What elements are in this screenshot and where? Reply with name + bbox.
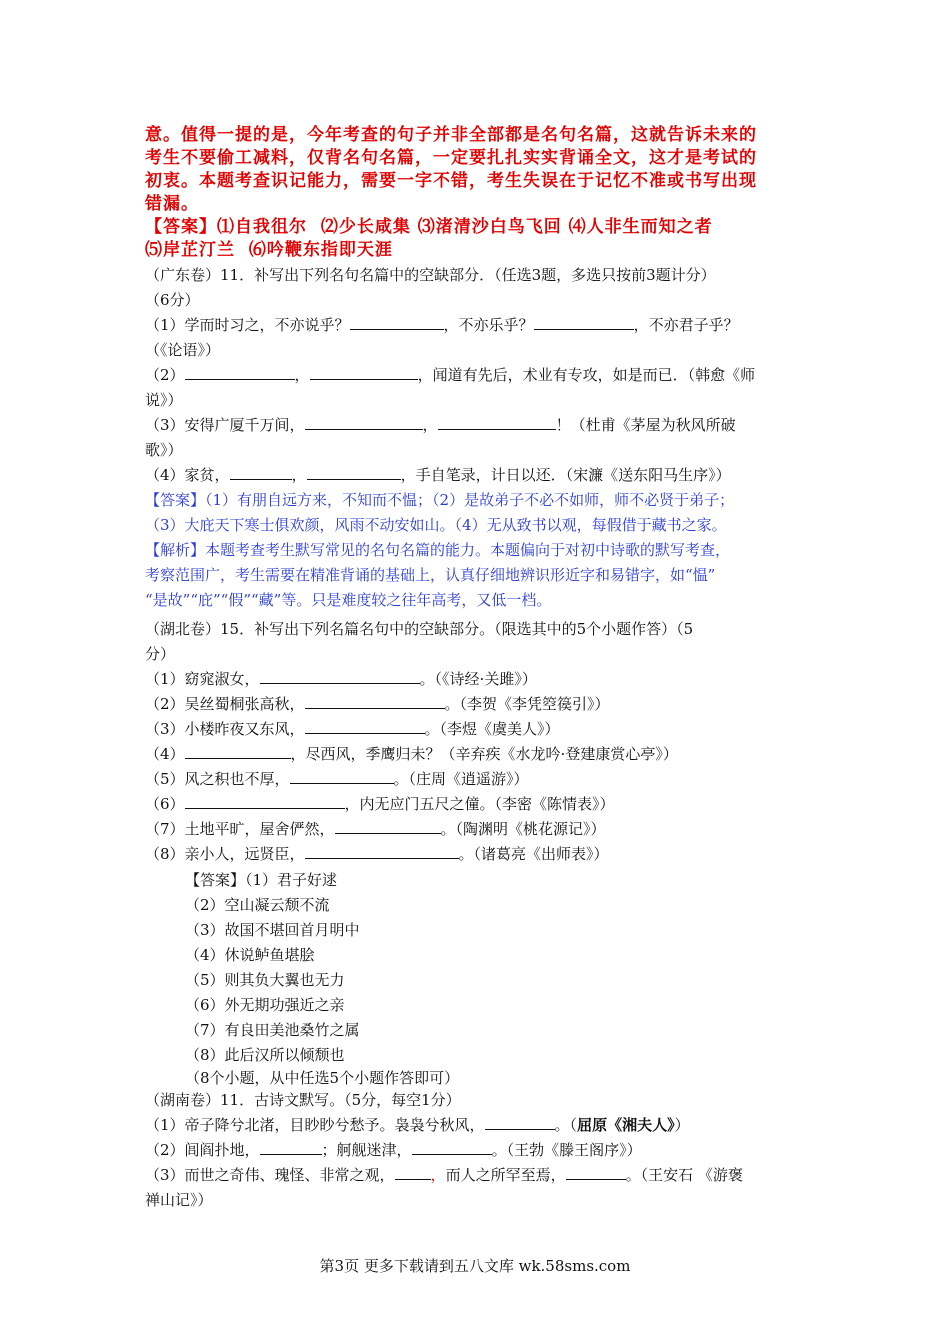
answer-list	[145, 868, 813, 1088]
guangdong-section	[145, 263, 813, 613]
question-heading: （广东卷）11．补写出下列名句名篇中的空缺部分．（任选3题，多选只按前3题计分）	[145, 266, 716, 284]
answer-blank	[185, 744, 291, 759]
answer-blank	[185, 794, 345, 809]
hubei-section	[145, 617, 813, 1088]
answer-blank	[438, 415, 556, 430]
analysis-line: 意。值得一提的是，今年考查的句子并非全部都是名句名篇，这就告诉未来的	[145, 125, 757, 145]
question-item: （1）学而时习之，不亦说乎？ ，不亦乐乎？ ，不亦君子乎？	[145, 316, 739, 334]
answer-blank	[305, 719, 425, 734]
question-item: （5）风之积也不厚， 。（庄周《逍遥游》）	[145, 770, 529, 788]
answer-blank	[305, 694, 445, 709]
explanation-line: 考察范围广，考生需要在精准背诵的基础上，认真仔细地辨识形近字和易错字，如“愠”	[145, 566, 716, 584]
question-item: （2） ， ，闻道有先后，术业有专攻，如是而已．（韩愈《师	[145, 366, 756, 384]
question-item: （7）土地平旷，屋舍俨然， 。（陶渊明《桃花源记》）	[145, 820, 606, 838]
question-source: 说》）	[145, 391, 183, 409]
question-item: （2）闾阎扑地， ；舸舰迷津， 。（王勃《滕王阁序》）	[145, 1141, 642, 1159]
explanation-line: “是故”“庇”“假”“藏”等。只是难度较之往年高考，又低一档。	[145, 591, 552, 609]
question-score: （6分）	[145, 291, 200, 309]
question-source: （《论语》）	[145, 341, 221, 359]
question-item: （4）家贫， ， ，手自笔录，计日以还．（宋濂《送东阳马生序》）	[145, 466, 731, 484]
answer-line: （7）有良田美池桑竹之属	[185, 1021, 360, 1039]
question-heading: （湖南卷）11．古诗文默写。（5分，每空1分）	[145, 1091, 461, 1109]
question-score: 分）	[145, 645, 176, 663]
answer-blank	[412, 1140, 492, 1155]
answer-line: （6）外无期功强近之亲	[185, 996, 345, 1014]
analysis-line: 考生不要偷工减料，仅背名句名篇，一定要扎扎实实背诵全文，这才是考试的	[145, 148, 757, 168]
question-item: （6） ，内无应门五尺之僮。（李密《陈情表》）	[145, 795, 615, 813]
question-item: （3）而世之奇伟、瑰怪、非常之观， ，而人之所罕至焉， 。（王安石 《游褒	[145, 1166, 743, 1184]
answer-line: （4）休说鲈鱼堪脍	[185, 946, 315, 964]
answer-blank	[395, 1165, 431, 1180]
document-body	[145, 124, 813, 1213]
question-item: （1）窈窕淑女， 。（《诗经·关雎》）	[145, 670, 537, 688]
question-source: 禅山记》）	[145, 1191, 213, 1209]
answer-blank	[534, 315, 634, 330]
question-item: （3）安得广厦千万间， ， ！（杜甫《茅屋为秋风所破	[145, 416, 736, 434]
answer-line: 【答案】⑴自我徂尔 ⑵少长咸集 ⑶渚清沙白鸟飞回 ⑷人非生而知之者	[145, 217, 713, 237]
analysis-paragraph	[145, 124, 813, 262]
answer-blank	[290, 769, 394, 784]
answer-blank	[230, 465, 292, 480]
page-footer: 第3页 更多下载请到五八文库 wk.58sms.com	[319, 1257, 631, 1275]
answer-line: （2）空山凝云颓不流	[185, 896, 330, 914]
analysis-line: 初衷。本题考查识记能力，需要一字不错，考生失误在于记忆不准或书写出现	[145, 171, 757, 191]
answer-blank	[260, 669, 420, 684]
question-heading: （湖北卷）15．补写出下列名篇名句中的空缺部分。（限选其中的5个小题作答）（5	[145, 620, 694, 638]
question-item: （2）吴丝蜀桐张高秋， 。（李贺《李凭箜篌引》）	[145, 695, 610, 713]
hunan-section	[145, 1088, 813, 1213]
answer-blank	[310, 365, 418, 380]
answer-blank	[335, 819, 441, 834]
answer-line: 【答案】（1）有朋自远方来，不知而不愠；（2）是故弟子不必不如师，师不必贤于弟子；	[145, 491, 735, 509]
answer-blank	[305, 844, 459, 859]
answer-blank	[305, 415, 423, 430]
analysis-line: 错漏。	[145, 194, 199, 214]
answer-line: 【答案】（1）君子好逑	[185, 871, 338, 889]
question-item: （3）小楼昨夜又东风， 。（李煜《虞美人》）	[145, 720, 560, 738]
answer-note: （8个小题，从中任选5个小题作答即可）	[185, 1069, 460, 1087]
answer-line: （8）此后汉所以倾颓也	[185, 1046, 345, 1064]
question-item: （4） ，尽西风，季鹰归未？（辛弃疾《水龙吟·登建康赏心亭》）	[145, 745, 678, 763]
answer-blank	[350, 315, 444, 330]
answer-blank	[485, 1115, 555, 1130]
question-source: 歌》）	[145, 441, 183, 459]
answer-blank	[566, 1165, 626, 1180]
answer-line: （3）故国不堪回首月明中	[185, 921, 360, 939]
answer-line: （5）则其负大翼也无力	[185, 971, 345, 989]
answer-blank	[260, 1140, 322, 1155]
answer-blank	[185, 365, 295, 380]
question-item: （8）亲小人，远贤臣， 。（诸葛亮《出师表》）	[145, 845, 609, 863]
answer-blank	[307, 465, 401, 480]
question-item: （1）帝子降兮北渚，目眇眇兮愁予。袅袅兮秋风， 。（屈原《湘夫人》）	[145, 1116, 690, 1134]
answer-line: ⑸岸芷汀兰 ⑹吟鞭东指即天涯	[145, 240, 393, 260]
explanation-line: 【解析】本题考查考生默写常见的名句名篇的能力。本题偏向于对初中诗歌的默写考查，	[145, 541, 731, 559]
answer-line: （3）大庇天下寒士俱欢颜，风雨不动安如山。（4）无从致书以观，每假借于藏书之家。	[145, 516, 727, 534]
